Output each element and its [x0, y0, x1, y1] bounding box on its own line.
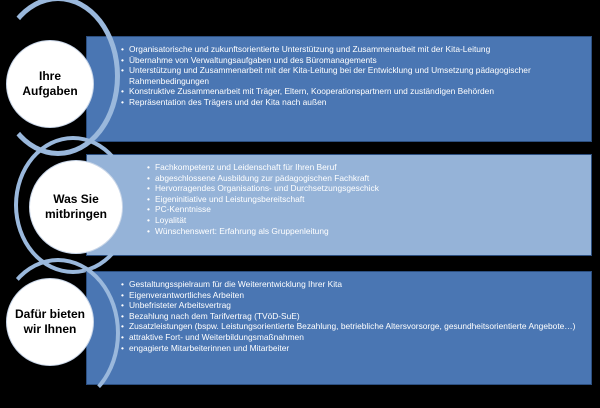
section-title-mitbringen: Was Sie mitbringen: [45, 192, 107, 221]
list-item: • Loyalität: [147, 215, 581, 226]
list-item: • Fachkompetenz und Leidenschaft für Ihren Beruf: [147, 162, 581, 173]
list-item: • Eigeninitiative und Leistungsbereitschaft: [147, 194, 581, 205]
list-item: • Übernahme von Verwaltungsaufgaben und des Büromanagements: [121, 55, 581, 66]
list-mitbringen: [147, 162, 581, 236]
list-item: • Konstruktive Zusammenarbeit mit Träger, Eltern, Kooperationspartnern und zuständigen Behörden: [121, 86, 581, 97]
panel-bieten: [86, 271, 592, 385]
list-item: • engagierte Mitarbeiterinnen und Mitarbeiter: [121, 343, 581, 354]
list-item: • Organisatorische und zukunftsorientierte Unterstützung und Zusammenarbeit mit der Kita-Leitung: [121, 44, 581, 55]
panel-mitbringen: [86, 154, 592, 256]
section-title-bieten: Dafür bieten wir Ihnen: [14, 307, 85, 336]
list-item: • Wünschenswert: Erfahrung als Gruppenleitung: [147, 226, 581, 237]
circle-bieten: [6, 278, 94, 366]
list-item: • attraktive Fort- und Weiterbildungsmaßnahmen: [121, 332, 581, 343]
panel-aufgaben: [86, 36, 592, 142]
list-aufgaben: [121, 44, 581, 108]
list-bieten: [121, 279, 581, 353]
section-title-aufgaben: Ihre Aufgaben: [22, 69, 78, 98]
list-item: • Gestaltungsspielraum für die Weiterentwicklung Ihrer Kita: [121, 279, 581, 290]
list-item: • Bezahlung nach dem Tarifvertrag (TVöD-SuE): [121, 311, 581, 322]
circle-mitbringen: [29, 160, 123, 254]
list-item: • Zusatzleistungen (bspw. Leistungsorientierte Bezahlung, betriebliche Altersvorsorge, gesundheitsorientierte Angebote…): [121, 321, 581, 332]
list-item: • Repräsentation des Trägers und der Kita nach außen: [121, 97, 581, 108]
list-item: • PC-Kenntnisse: [147, 204, 581, 215]
circle-aufgaben: [6, 40, 94, 128]
list-item: • Unterstützung und Zusammenarbeit mit der Kita-Leitung bei der Entwicklung und Umsetzung pädagogischer Rahmenbedingungen: [121, 65, 581, 86]
list-item: • abgeschlossene Ausbildung zur pädagogischen Fachkraft: [147, 173, 581, 184]
list-item: • Unbefristeter Arbeitsvertrag: [121, 300, 581, 311]
list-item: • Eigenverantwortliches Arbeiten: [121, 290, 581, 301]
list-item: • Hervorragendes Organisations- und Durchsetzungsgeschick: [147, 183, 581, 194]
